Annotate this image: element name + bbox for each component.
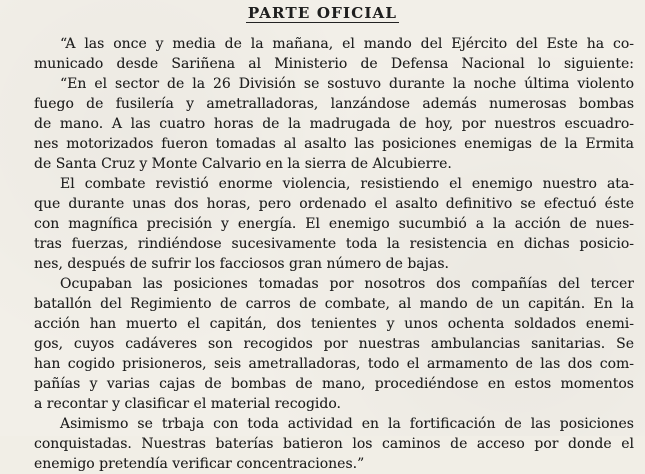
text-line-13: Ocupaban las posiciones tomadas por nosotros dos compañías del tercer [60,276,634,292]
text-line-21: conquistadas. Nuestras baterías batieron los caminos de acceso por donde el [34,436,634,452]
text-line-2: municado desde Sariñena al Ministerio de Defensa Nacional lo siguiente: [34,56,634,72]
text-line-5: de mano. A las cuatro horas de la madrugada de hoy, por nuestros escuadro- [34,116,634,132]
title-text: PARTE OFICIAL [247,4,398,22]
text-line-1: “A las once y media de la mañana, el mando del Ejército del Este ha co- [60,36,634,52]
text-line-14: batallón del Regimiento de carros de combate, al mando de un capitán. En la [34,296,634,312]
text-line-3: “En el sector de la 26 División se sostuvo durante la noche última violento [60,76,634,92]
text-line-17: han cogido prisioneros, seis ametralladoras, todo el armamento de las dos com- [34,356,634,372]
text-line-18: pañías y varias cajas de bombas de mano, procediéndose en estos momentos [34,376,634,392]
text-line-6: nes motorizados fueron tomadas al asalto las posiciones enemigas de la Ermita [34,136,634,152]
text-line-22: enemigo pretendía verificar concentraciones.” [34,456,365,472]
text-line-7: de Santa Cruz y Monte Calvario en la sierra de Alcubierre. [34,156,452,172]
text-line-16: gos, cuyos cadáveres son recogidos por nuestras ambulancias sanitarias. Se [34,336,634,352]
text-line-11: tras fuerzas, rindiéndose sucesivamente toda la resistencia en dichas posicio- [34,236,634,252]
text-line-10: con magnífica precisión y energía. El enemigo sucumbió a la acción de nues- [34,216,634,232]
text-line-4: fuego de fusilería y ametralladoras, lanzándose además numerosas bombas [34,96,634,112]
article-body [34,34,634,472]
page-title [0,4,645,23]
text-line-19: a recontar y clasificar el material recogido. [34,396,342,412]
text-line-20: Asimismo se trbaja con toda actividad en la fortificación de las posiciones [60,416,634,432]
text-line-9: que durante unas dos horas, pero ordenado el asalto definitivo se efectuó éste [34,196,634,212]
text-line-12: nes, después de sufrir los facciosos gran número de bajas. [34,256,449,272]
text-line-8: El combate revistió enorme violencia, resistiendo el enemigo nuestro ata- [60,176,634,192]
text-line-15: acción han muerto el capitán, dos tenientes y unos ochenta soldados enemi- [34,316,634,332]
